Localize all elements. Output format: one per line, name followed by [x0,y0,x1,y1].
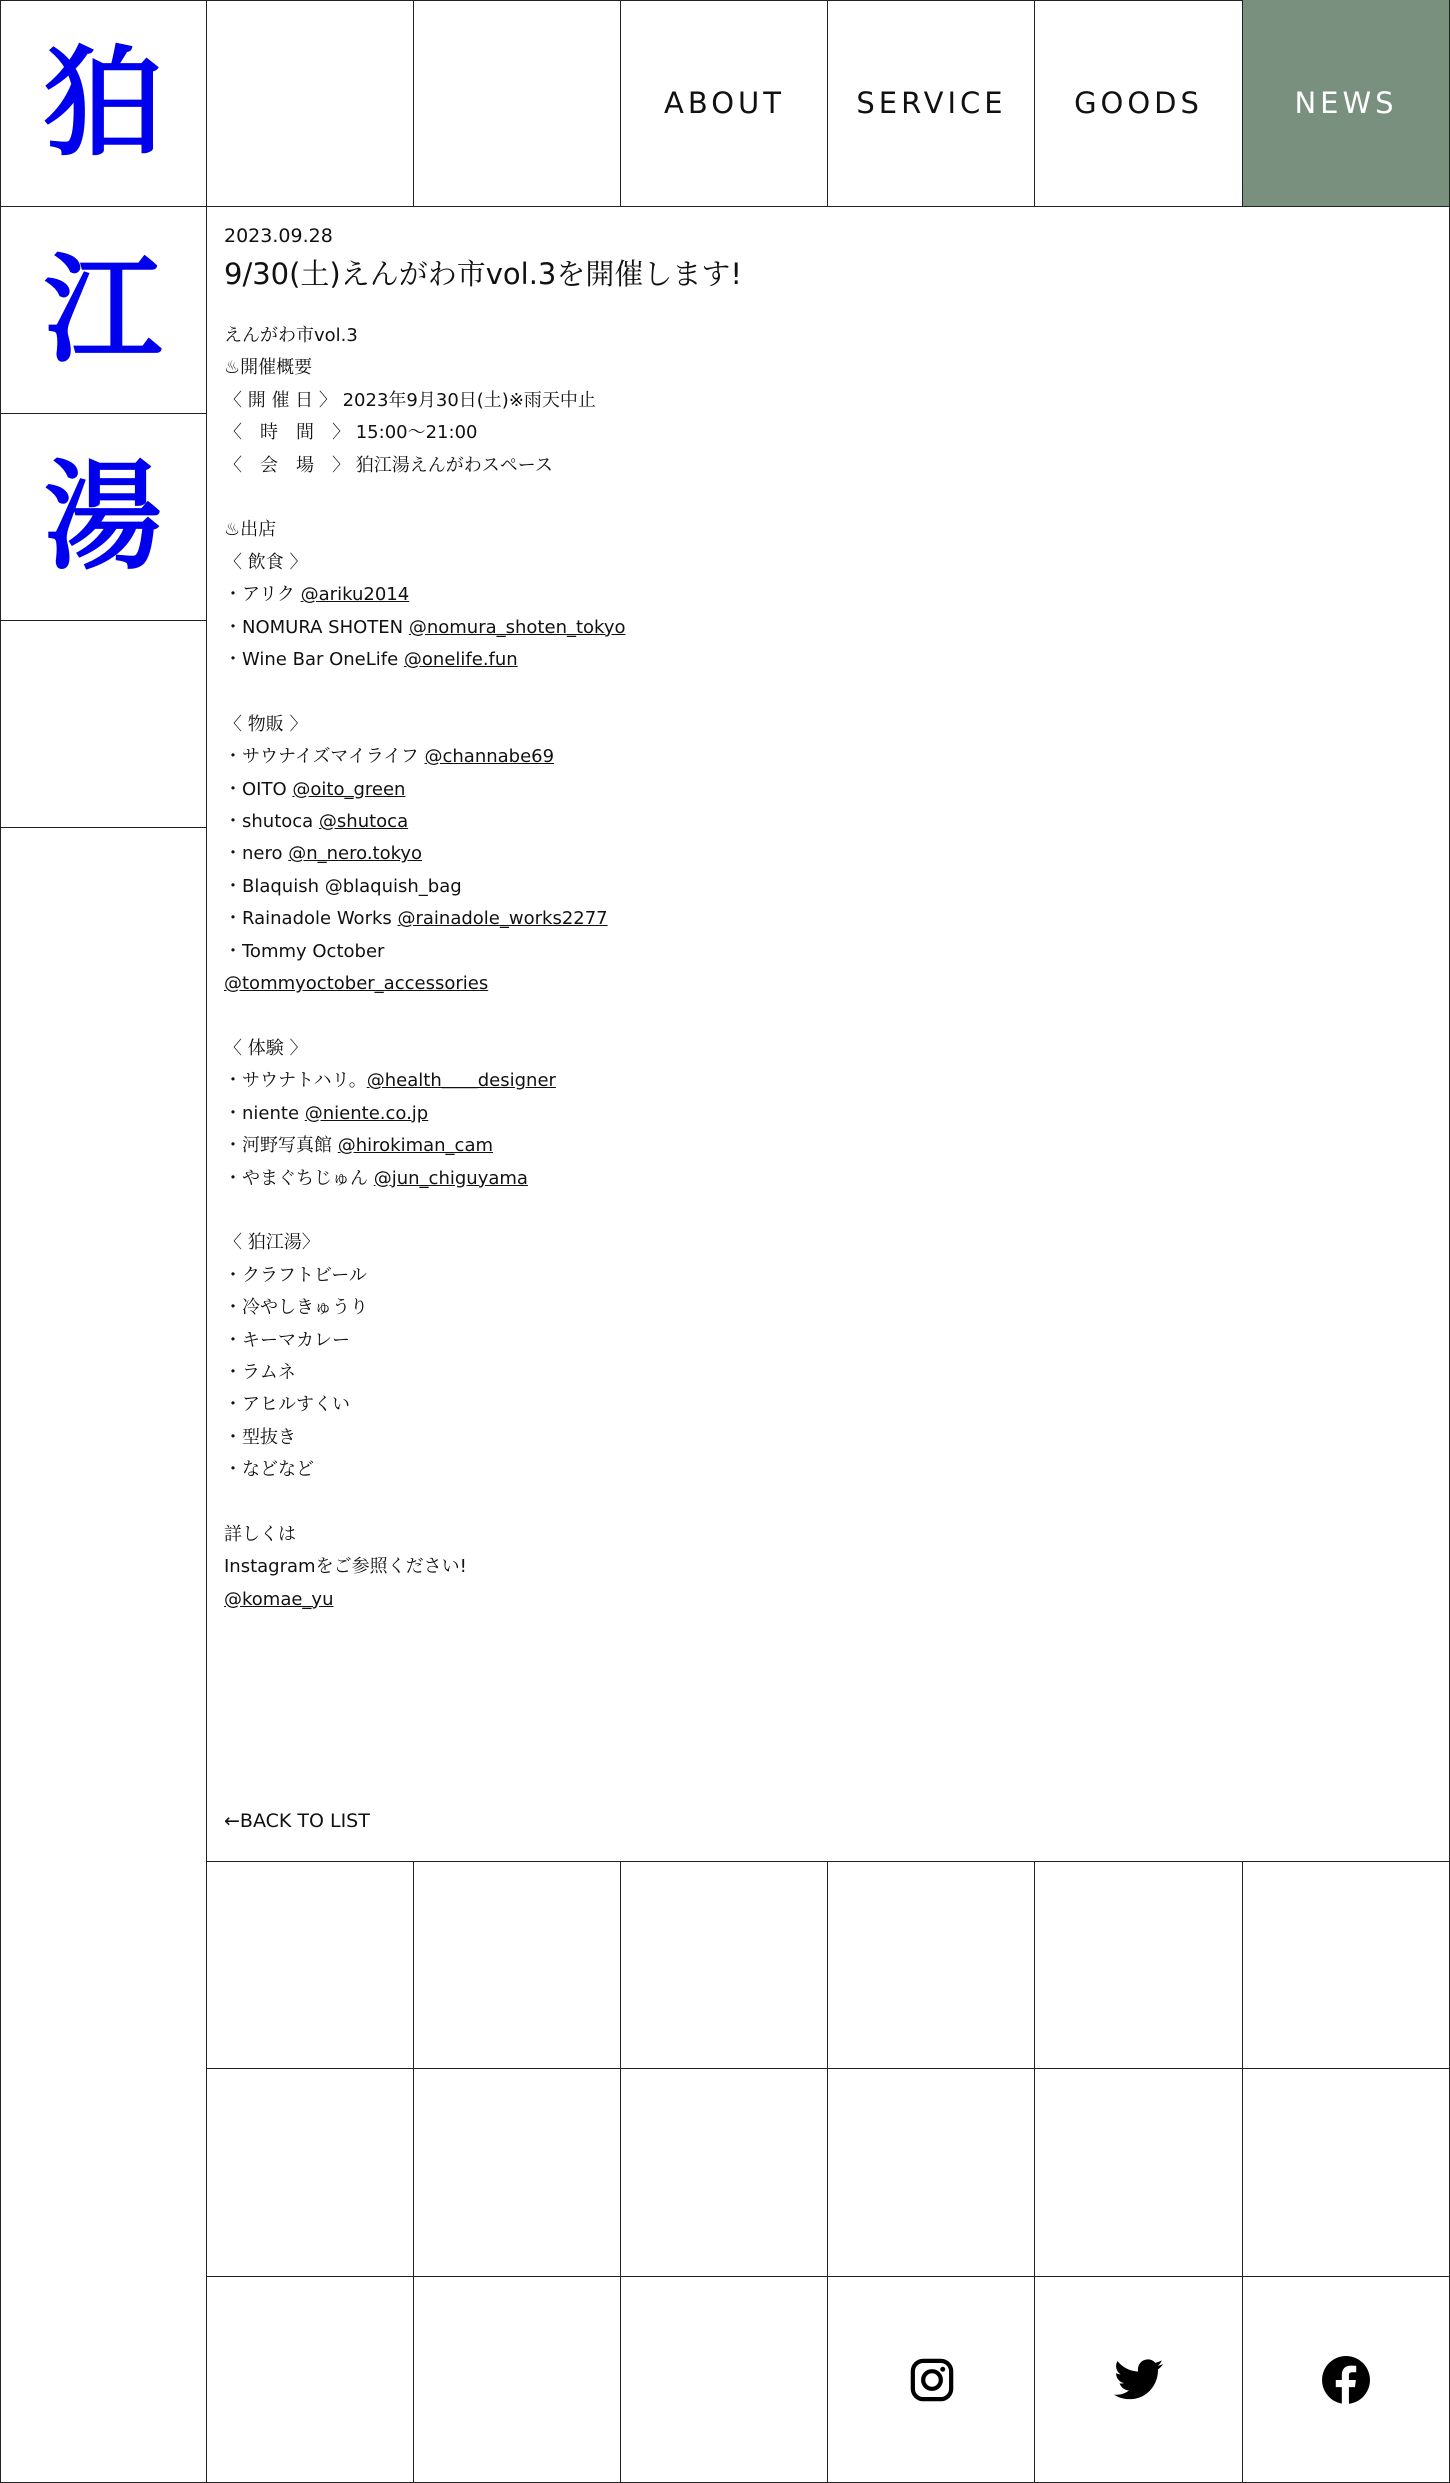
nav-service[interactable]: SERVICE [856,86,1007,120]
body-text: 〈 体験 〉 [224,1037,308,1059]
facebook-link[interactable] [1243,2277,1449,2483]
instagram-handle-link[interactable]: @jun_chiguyama [373,1167,528,1189]
body-text: 〈 開 催 日 〉 2023年9月30日(土)※雨天中止 [224,389,596,411]
instagram-link[interactable] [828,2277,1035,2483]
body-text: ・クラフトビール [224,1264,367,1286]
logo-char: 湯 [43,448,162,586]
body-line [224,676,1424,708]
body-text: ・shutoca [224,811,319,833]
body-line-with-link [224,1584,1424,1616]
body-line-with-link [224,612,1424,644]
body-line [224,1519,1424,1551]
post-date: 2023.09.28 [224,225,333,247]
instagram-handle-link[interactable]: @oito_green [292,778,406,800]
body-line [224,1033,1424,1065]
body-line-with-link [224,1065,1424,1097]
body-text: ・NOMURA SHOTEN [224,616,409,638]
body-line [224,547,1424,579]
body-line [224,417,1424,449]
body-line [224,450,1424,482]
body-text: ・ラムネ [224,1361,296,1383]
body-line [224,1389,1424,1421]
grid-line [0,620,207,621]
body-text: ・Wine Bar OneLife [224,649,404,671]
body-text: ・サウナトハリ。 [224,1070,367,1092]
body-text: 〈 飲食 〉 [224,551,308,573]
instagram-handle-link[interactable]: @health＿＿designer [366,1070,556,1092]
body-text: ・Rainadole Works [224,908,398,930]
instagram-handle-link[interactable]: @nomura_shoten_tokyo [408,616,626,638]
body-text: ・nero [224,843,289,865]
instagram-handle-link[interactable]: @niente.co.jp [304,1102,429,1124]
body-line-with-link [224,838,1424,870]
grid-line [207,2068,1450,2069]
body-text: ♨開催概要 [224,357,313,379]
twitter-icon [1114,2359,1164,2401]
body-text: ・アリク [224,584,301,606]
body-line [224,1551,1424,1583]
body-line [224,482,1424,514]
body-line [224,320,1424,352]
body-line [224,1357,1424,1389]
body-text: ・キーマカレー [224,1329,350,1351]
body-text: ・型抜き [224,1426,296,1448]
body-text: 〈 狛江湯〉 [224,1232,320,1254]
post-title: 9/30(土)えんがわ市vol.3を開催します! [224,257,743,291]
body-line [224,709,1424,741]
body-text: ♨出店 [224,519,277,541]
body-line-with-link [224,1098,1424,1130]
news-article [224,222,1424,1616]
instagram-handle-link[interactable]: @shutoca [318,811,409,833]
body-text: 〈 時 間 〉 15:00〜21:00 [224,422,478,444]
facebook-icon [1321,2355,1371,2405]
instagram-handle-link[interactable]: @channabe69 [424,746,555,768]
instagram-handle-link[interactable]: @ariku2014 [300,584,410,606]
body-line-with-link [224,579,1424,611]
logo-char: 狛 [43,34,162,172]
instagram-handle-link[interactable]: @onelife.fun [403,649,518,671]
body-text: ・サウナイズマイライフ [224,746,425,768]
body-line [224,871,1424,903]
body-line [224,385,1424,417]
body-line [224,1195,1424,1227]
body-line-with-link [224,903,1424,935]
grid-line [206,0,207,2483]
instagram-handle-link[interactable]: @komae_yu [224,1588,334,1610]
body-line-with-link [224,1130,1424,1162]
body-line [224,1260,1424,1292]
post-body [224,320,1424,1616]
grid-line [0,206,1450,207]
body-line-with-link [224,774,1424,806]
instagram-icon [909,2357,955,2403]
instagram-handle-link[interactable]: @hirokiman_cam [337,1135,494,1157]
grid-line [413,0,414,207]
body-text: 〈 物販 〉 [224,713,308,735]
body-text: 詳しくは [224,1523,296,1545]
body-text: Instagramをご参照ください! [224,1556,467,1578]
body-text: えんがわ市vol.3 [224,325,358,346]
back-to-list-link[interactable]: ←BACK TO LIST [224,1810,370,1832]
logo-char: 江 [43,241,162,379]
nav-news[interactable]: NEWS [1243,0,1449,206]
body-line [224,1001,1424,1033]
body-line [224,1325,1424,1357]
body-text: ・アヒルすくい [224,1394,350,1416]
body-text: ・冷やしきゅうり [224,1297,368,1319]
body-text: ・やまぐちじゅん [224,1167,374,1189]
body-line [224,514,1424,546]
grid-line [0,827,207,828]
instagram-handle-link[interactable]: @tommyoctober_accessories [224,973,489,995]
body-line-with-link [224,644,1424,676]
body-line-with-link [224,741,1424,773]
body-line-with-link [224,1163,1424,1195]
nav-about[interactable]: ABOUT [664,86,785,120]
body-text: ・OITO [224,778,293,800]
body-text: ・niente [224,1102,305,1124]
grid-line [620,1861,621,2483]
body-text: ・Blaquish @blaquish_bag [224,875,462,897]
body-line-with-link [224,968,1424,1000]
body-line [224,1292,1424,1324]
twitter-link[interactable] [1035,2277,1242,2483]
body-line [224,936,1424,968]
instagram-handle-link[interactable]: @n_nero.tokyo [288,843,423,865]
body-line-with-link [224,806,1424,838]
body-line [224,1487,1424,1519]
body-line [224,1227,1424,1259]
body-line [224,352,1424,384]
body-text: 〈 会 場 〉 狛江湯えんがわスペース [224,454,553,476]
body-text: ・などなど [224,1459,314,1481]
body-text: ・河野写真館 [224,1135,338,1157]
body-text: ・Tommy October [224,940,385,962]
body-line [224,1422,1424,1454]
grid-line [413,1861,414,2483]
body-line [224,1454,1424,1486]
instagram-handle-link[interactable]: @rainadole_works2277 [397,908,608,930]
nav-goods[interactable]: GOODS [1074,86,1203,120]
grid-line [207,1861,1450,1862]
